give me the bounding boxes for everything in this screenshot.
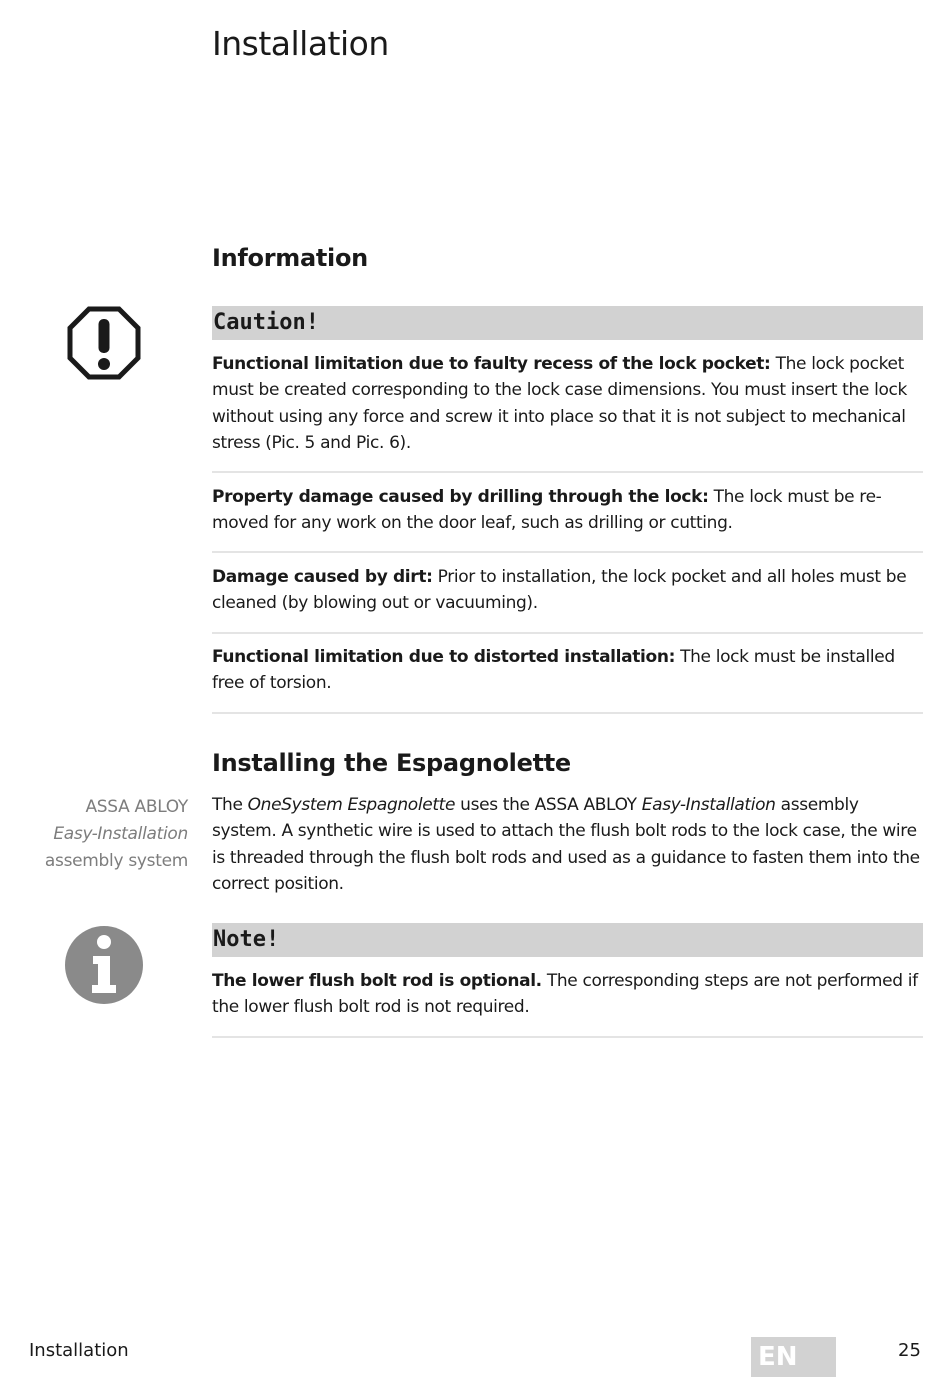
info-circle-icon: [64, 925, 144, 1005]
divider: [212, 551, 923, 553]
caution-item-1-lead: Functional limitation due to faulty recess of the lock pocket:: [212, 354, 771, 374]
divider: [212, 471, 923, 473]
intro-text: The: [212, 795, 248, 815]
caution-item-1: [212, 351, 923, 457]
caution-octagon-icon: [66, 305, 142, 381]
note-lead: The lower flush bolt rod is optional.: [212, 971, 542, 991]
caution-item-2-lead: Property damage caused by drilling through the lock:: [212, 487, 709, 507]
margin-note-line: assembly system: [44, 851, 188, 871]
intro-text: assembly system. A synthetic wire is used to attach the flush bolt rods to the lock case, the wire is threaded through the flush bolt rods and used as a guidance to fasten them into the correct position.: [212, 795, 920, 895]
caution-banner: Caution!: [212, 306, 923, 340]
margin-note-line: ASSA ABLOY: [85, 797, 188, 817]
caution-item-2-text: The lock must be re-moved for any work on the door leaf, such as drilling or cutting.: [212, 487, 882, 534]
installing-heading: Installing the Espagnolette: [212, 749, 571, 777]
caution-item-2: [212, 484, 923, 537]
caution-item-4-text: The lock must be installed free of torsion.: [212, 647, 895, 694]
intro-text: uses the ASSA ABLOY: [455, 795, 642, 815]
divider: [212, 1036, 923, 1038]
intro-system-name: Easy-Installation: [641, 795, 776, 815]
margin-note-line: Easy-Installation: [53, 824, 188, 844]
page-number: 25: [898, 1340, 921, 1361]
footer-section-label: Installation: [29, 1340, 129, 1361]
caution-item-3: [212, 564, 923, 617]
divider: [212, 712, 923, 714]
installing-intro: [212, 792, 923, 898]
note-banner: Note!: [212, 923, 923, 957]
caution-item-4: [212, 644, 923, 697]
caution-item-3-lead: Damage caused by dirt:: [212, 567, 433, 587]
page-title: Installation: [212, 24, 389, 63]
caution-item-1-text: The lock pocket must be created corresponding to the lock case dimensions. You must insert the lock without using any force and screw it into place so that it is not subject to mechanical stress (Pic. 5 and Pic. 6).: [212, 354, 908, 454]
caution-item-3-text: Prior to installation, the lock pocket and all holes must be cleaned (by blowing out or vacuuming).: [212, 567, 907, 614]
information-heading: Information: [212, 244, 368, 272]
caution-item-4-lead: Functional limitation due to distorted installation:: [212, 647, 676, 667]
note-item: [212, 968, 923, 1021]
note-text: The corresponding steps are not performed if the lower flush bolt rod is not required.: [212, 971, 918, 1018]
language-badge: EN: [751, 1337, 836, 1377]
divider: [212, 632, 923, 634]
margin-note: [0, 794, 188, 875]
intro-product-name: OneSystem Espagnolette: [247, 795, 456, 815]
